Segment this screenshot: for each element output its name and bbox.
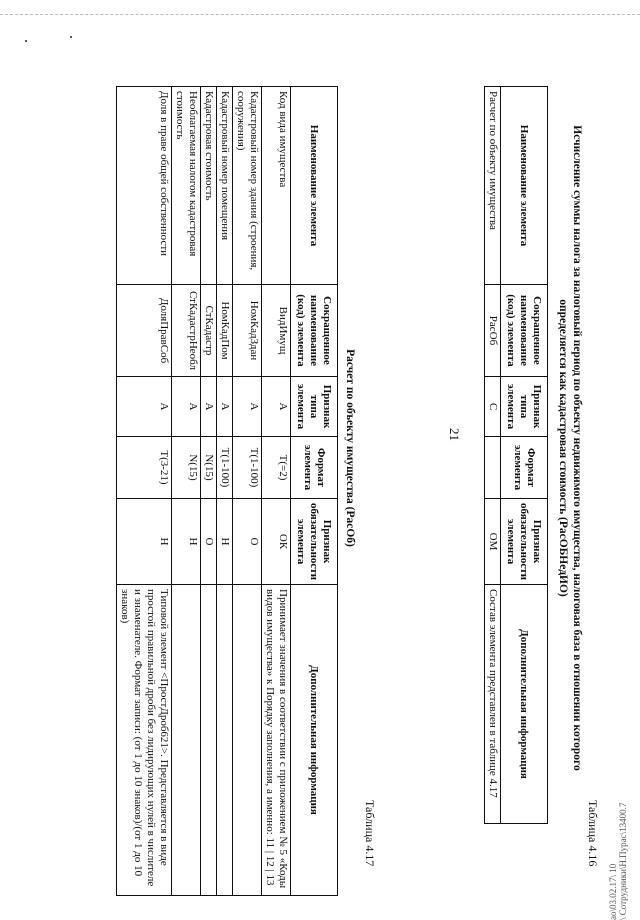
table-cell: Н — [117, 499, 172, 585]
table-cell: T(1-100) — [217, 437, 233, 499]
table-4-16-title — [556, 98, 584, 798]
header-cell: Признак типа элемента — [501, 377, 548, 437]
table-4-16 — [484, 86, 548, 824]
table-4-17-caption: Таблица 4.17 — [363, 800, 377, 867]
table-cell: Н — [172, 499, 201, 585]
table-cell: N(15) — [172, 437, 201, 499]
table-cell: О — [201, 499, 217, 585]
table-cell: А — [117, 377, 172, 437]
table-cell: Кадастровый номер помещения — [217, 87, 233, 285]
table-cell: С — [485, 377, 501, 437]
table-cell: А — [262, 377, 291, 437]
table-cell: ОК — [262, 499, 291, 585]
header-cell: Дополнительная информация — [501, 585, 548, 824]
table-cell: НомКадЗдан — [233, 285, 262, 377]
rotated-page-content — [20, 8, 620, 888]
header-cell: Дополнительная информация — [291, 585, 338, 896]
table-cell: ДоляПравСоб — [117, 285, 172, 377]
table-cell: Состав элемента представлен в таблице 4.17 — [485, 585, 501, 824]
header-cell: Сокращенное наименование (код) элемента — [501, 285, 548, 377]
table-cell: Принимает значения в соответствии с приложением № 5 «Коды видов имущества» к Порядку заполнения, а именно: 11 | 12 | 13 — [262, 585, 291, 896]
table-4-17-title: Расчет по объекту имущества (РасОб) — [344, 349, 356, 547]
table-row — [201, 87, 217, 896]
header-cell: Признак обязательности элемента — [291, 499, 338, 585]
table-cell — [172, 585, 201, 896]
table-cell: О — [233, 499, 262, 585]
table-row — [117, 87, 172, 896]
table-cell — [217, 585, 233, 896]
table-row — [233, 87, 262, 896]
header-cell: Формат элемента — [291, 437, 338, 499]
table-cell: А — [172, 377, 201, 437]
table-row — [485, 87, 501, 824]
header-cell: Признак типа элемента — [291, 377, 338, 437]
table-cell: Типовой элемент <ПростДроб621>. Представляется в виде простой правильной дроби без лидирующих нулей в числителе и знаменателе. Формат записи: (от 1 до 10 знаков)/(от 1 до 10 знаков) — [117, 585, 172, 896]
table-cell: T(=2) — [262, 437, 291, 499]
table-cell: РасОб — [485, 285, 501, 377]
table-cell: Расчет по объекту имущества — [485, 87, 501, 285]
page-number: 21 — [447, 428, 462, 441]
table-cell: А — [217, 377, 233, 437]
header-cell: Формат элемента — [501, 437, 548, 499]
table-cell: ОМ — [485, 499, 501, 585]
table-cell: Необлагаемая налогом кадастровая стоимость — [172, 87, 201, 285]
table-cell: А — [233, 377, 262, 437]
table-title-line: Исчисление суммы налога за налоговый период по объекту недвижимого имущества, налоговая база в отношении которого — [571, 125, 583, 771]
table-row — [262, 87, 291, 896]
table-cell: Н — [217, 499, 233, 585]
table-cell: СтКадастрНеобл — [172, 285, 201, 377]
table-title-line: определяется как кадастровая стоимость (РасОБНедИО) — [557, 299, 569, 597]
table-cell: Код вида имущества — [262, 87, 291, 285]
header-cell: Сокращенное наименование (код) элемента — [291, 285, 338, 377]
table-cell: N(15) — [201, 437, 217, 499]
table-cell — [233, 585, 262, 896]
table-header-row — [501, 87, 548, 824]
table-cell — [201, 585, 217, 896]
header-cell: Наименование элемента — [291, 87, 338, 285]
table-row — [217, 87, 233, 896]
header-cell: Признак обязательности элемента — [501, 499, 548, 585]
table-4-17 — [116, 86, 338, 896]
table-cell: Доля в праве общей собственности — [117, 87, 172, 285]
table-cell: СтКадастр — [201, 285, 217, 377]
table-cell — [485, 437, 501, 499]
table-cell: НомКадПом — [217, 285, 233, 377]
table-cell: T(1-100) — [233, 437, 262, 499]
table-cell: Кадастровая стоимость — [201, 87, 217, 285]
table-cell: Кадастровый номер здания (строения, сооружения) — [233, 87, 262, 285]
table-cell: ВидИмущ — [262, 285, 291, 377]
header-cell: Наименование элемента — [501, 87, 548, 285]
table-4-16-caption: Таблица 4.16 — [586, 800, 600, 867]
table-cell: А — [201, 377, 217, 437]
margin-stamp-line: ао\03.02.17\ 10 — [608, 863, 618, 920]
table-header-row — [291, 87, 338, 896]
table-row — [172, 87, 201, 896]
margin-stamp-line: \ Сотрудники\Н.Пурас\13400.7 — [618, 802, 628, 920]
table-cell: T(3-21) — [117, 437, 172, 499]
